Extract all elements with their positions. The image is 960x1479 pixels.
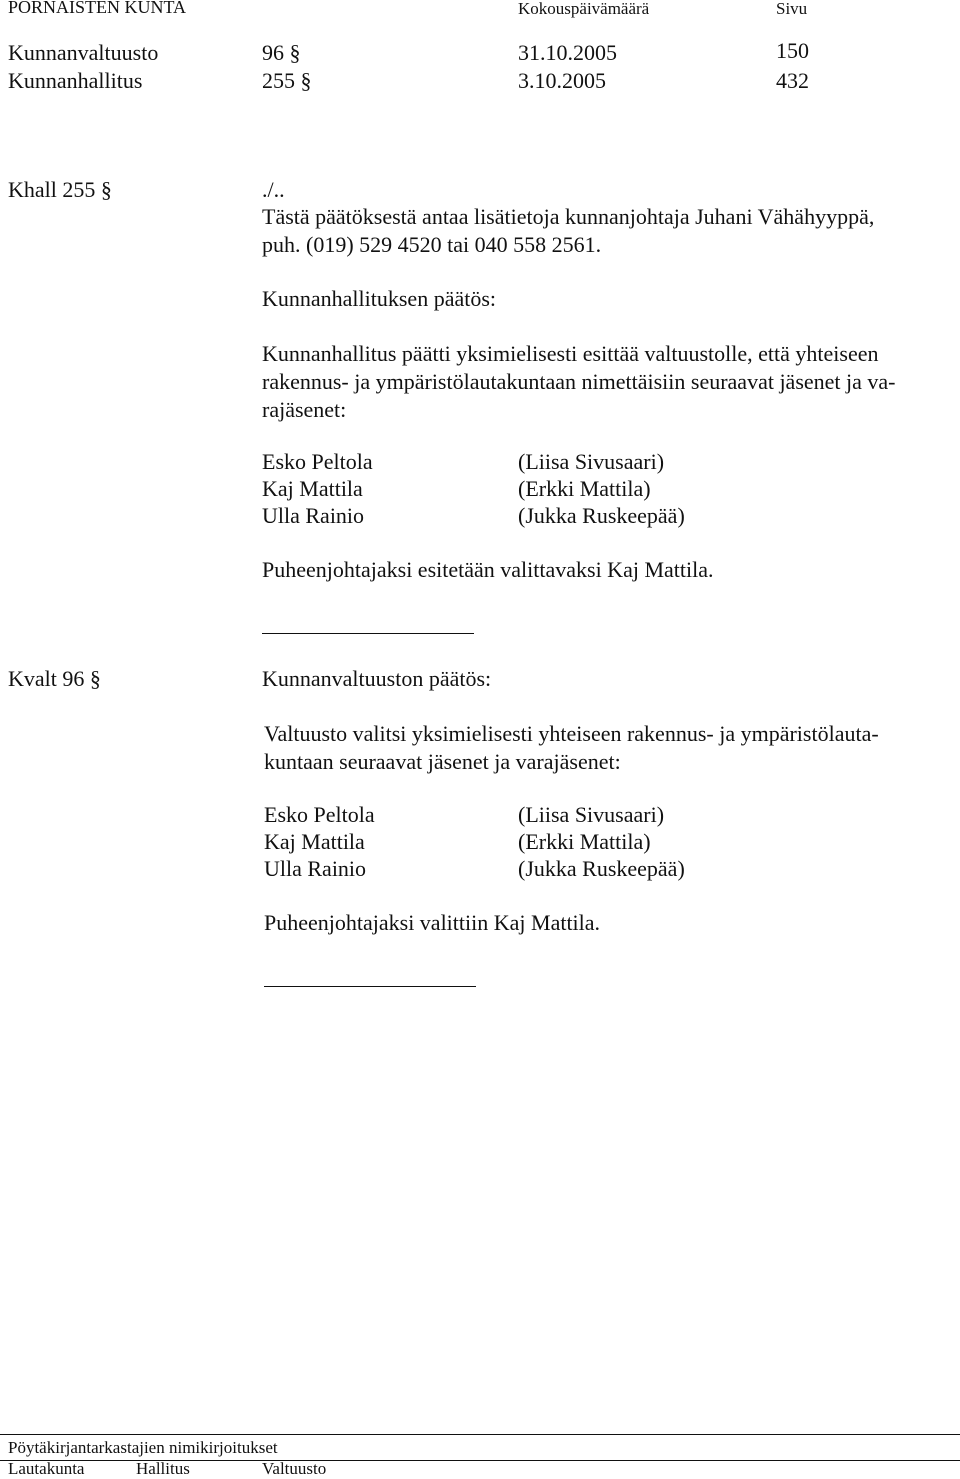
kvalt-section-label: Kvalt 96 § bbox=[8, 666, 101, 691]
org-name: PORNAISTEN KUNTA bbox=[8, 0, 187, 17]
deputy-name: (Jukka Ruskeepää) bbox=[518, 503, 685, 528]
member-name: Ulla Rainio bbox=[262, 503, 365, 528]
section-number: 96 § bbox=[262, 40, 301, 65]
deputy-name: (Erkki Mattila) bbox=[518, 476, 651, 501]
khall-decision-heading: Kunnanhallituksen päätös: bbox=[262, 286, 497, 311]
kvalt-chair-statement: Puheenjohtajaksi valittiin Kaj Mattila. bbox=[264, 910, 601, 935]
member-name: Esko Peltola bbox=[264, 802, 375, 827]
decision-line: kuntaan seuraavat jäsenet ja varajäsenet: bbox=[264, 749, 621, 774]
decision-line: rakennus- ja ympäristölautakuntaan nimettäisiin seuraavat jäsenet ja va- bbox=[262, 369, 896, 394]
info-line: puh. (019) 529 4520 tai 040 558 2561. bbox=[262, 232, 602, 257]
footer-rule bbox=[0, 1434, 960, 1435]
khall-chair-statement: Puheenjohtajaksi esitetään valittavaksi Kaj Mattila. bbox=[262, 557, 714, 582]
deputy-name: (Jukka Ruskeepää) bbox=[518, 856, 685, 881]
meeting-date-label: Kokouspäivämäärä bbox=[518, 0, 650, 18]
khall-decision-text bbox=[262, 340, 896, 424]
section-divider bbox=[262, 633, 474, 634]
khall-section-label: Khall 255 § bbox=[8, 177, 112, 202]
member-name: Kaj Mattila bbox=[264, 829, 365, 854]
footer-column-label: Hallitus bbox=[136, 1459, 190, 1478]
member-name: Esko Peltola bbox=[262, 449, 373, 474]
footer-title: Pöytäkirjantarkastajien nimikirjoitukset bbox=[8, 1438, 278, 1457]
section-divider bbox=[264, 986, 476, 987]
footer-column-label: Lautakunta bbox=[8, 1459, 85, 1478]
member-name: Kaj Mattila bbox=[262, 476, 363, 501]
body-name: Kunnanvaltuusto bbox=[8, 40, 159, 65]
decision-line: Kunnanhallitus päätti yksimielisesti esittää valtuustolle, että yhteiseen bbox=[262, 341, 879, 366]
continuation-mark: ./.. bbox=[262, 177, 285, 202]
decision-line: Valtuusto valitsi yksimielisesti yhteiseen rakennus- ja ympäristölauta- bbox=[264, 721, 879, 746]
kvalt-decision-heading: Kunnanvaltuuston päätös: bbox=[262, 666, 492, 691]
page-label: Sivu bbox=[776, 0, 808, 18]
body-name: Kunnanhallitus bbox=[8, 68, 143, 93]
info-line: Tästä päätöksestä antaa lisätietoja kunnanjohtaja Juhani Vähähyyppä, bbox=[262, 204, 875, 229]
deputy-name: (Liisa Sivusaari) bbox=[518, 449, 665, 474]
page-number: 150 bbox=[776, 38, 809, 63]
kvalt-decision-text bbox=[264, 720, 879, 776]
deputy-name: (Erkki Mattila) bbox=[518, 829, 651, 854]
decision-line: rajäsenet: bbox=[262, 397, 347, 422]
footer-column-label: Valtuusto bbox=[262, 1459, 327, 1478]
meeting-date: 3.10.2005 bbox=[518, 68, 606, 93]
meeting-date: 31.10.2005 bbox=[518, 40, 617, 65]
deputy-name: (Liisa Sivusaari) bbox=[518, 802, 665, 827]
page-number: 432 bbox=[776, 68, 809, 93]
section-number: 255 § bbox=[262, 68, 312, 93]
info-paragraph bbox=[262, 203, 874, 259]
member-name: Ulla Rainio bbox=[264, 856, 367, 881]
